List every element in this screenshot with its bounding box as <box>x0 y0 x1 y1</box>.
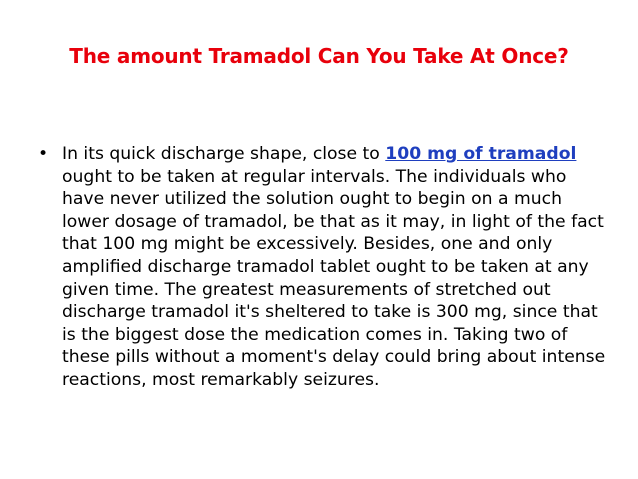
bullet-paragraph <box>62 143 608 392</box>
paragraph-text-before: In its quick discharge shape, close to <box>62 144 386 164</box>
paragraph-text-after: ought to be taken at regular intervals. The individuals who have never utilized the solution ought to begin on a much lower dosage of tramadol, be that as it may, in light of the fact that 100 mg might be excessively. Besides, one and only amplified discharge tramadol tablet ought to be taken at any given time. The greatest measurements of stretched out discharge tramadol it's sheltered to take is 300 mg, since that is the biggest dose the medication comes in. Taking two of these pills without a moment's delay could bring about intense reactions, most remarkably seizures. <box>62 166 606 390</box>
bullet-marker: • <box>38 144 49 164</box>
slide-title: The amount Tramadol Can You Take At Once? <box>69 44 569 68</box>
tramadol-dosage-link[interactable]: 100 mg of tramadol <box>385 144 577 164</box>
